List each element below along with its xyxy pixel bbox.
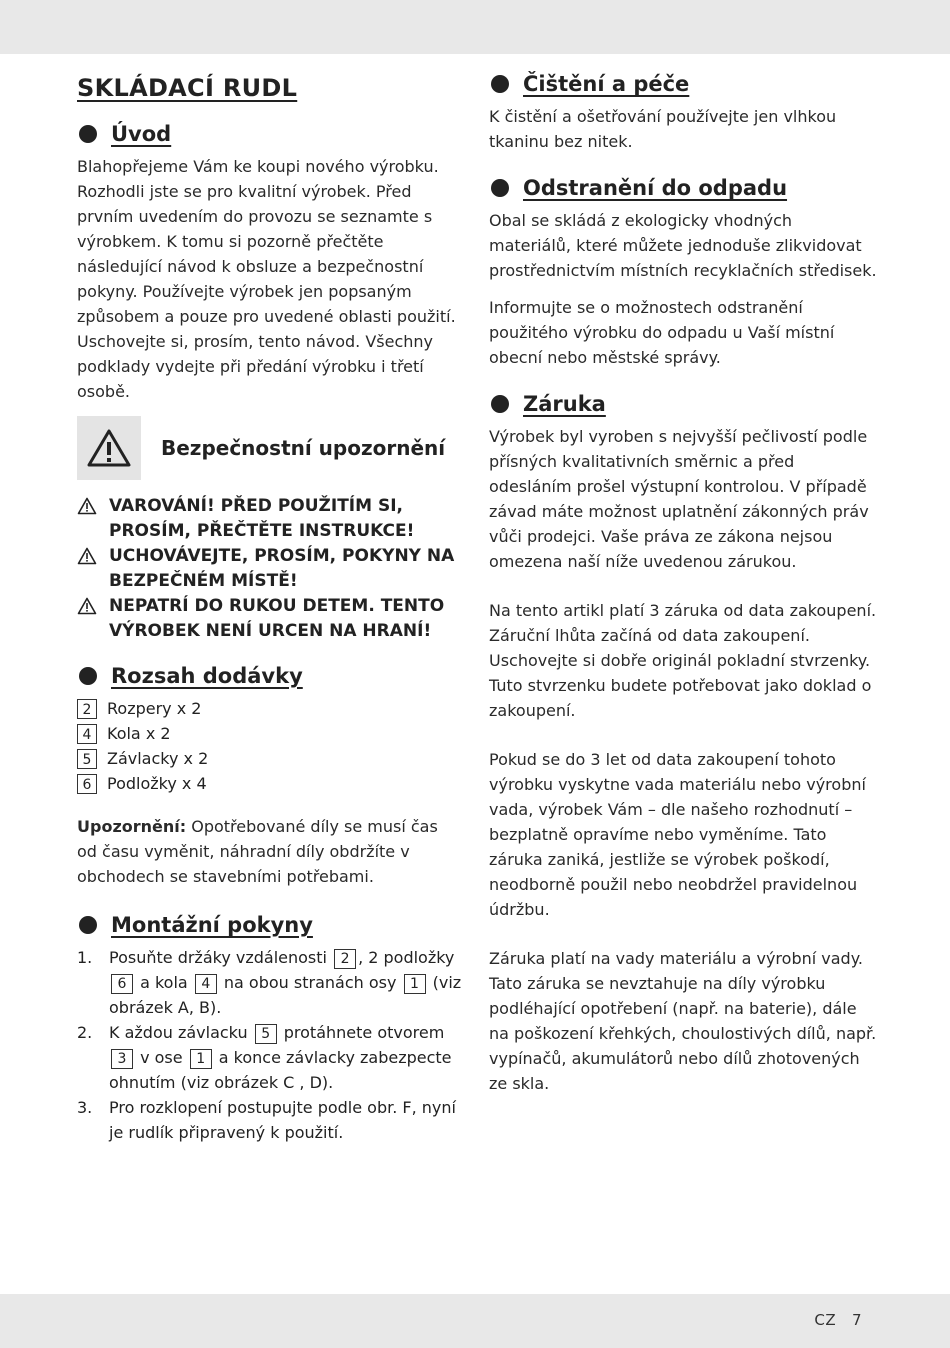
bullet-icon — [491, 179, 509, 197]
list-item: 2. K aždou závlacku 5 protáhnete otvorem 3 v ose 1 a konce závlacky zabezpecte ohnutím (viz obrázek C , D). — [77, 1023, 452, 1092]
page-title: SKLÁDACÍ RUDL — [77, 74, 298, 102]
bullet-icon — [79, 667, 97, 685]
list-item: 1. Posuňte držáky vzdálenosti 2 , 2 podložky 6 a kola 4 na obou stranách osy 1 (viz obrázek A, B). — [77, 948, 462, 1017]
part-number: 5 — [77, 749, 97, 769]
cleaning-text: K čistění a ošetřování používejte jen vlhkou tkaninu bez nitek. — [489, 107, 837, 151]
warning-icon — [77, 497, 99, 523]
section-heading-intro: Úvod — [77, 122, 462, 146]
bullet-icon — [79, 916, 97, 934]
list-item: 4 Kola x 2 — [77, 721, 462, 746]
footer-band — [0, 1294, 950, 1348]
part-number: 2 — [77, 699, 97, 719]
top-band — [0, 0, 950, 54]
bullet-icon — [491, 75, 509, 93]
warranty-text-3: Pokud se do 3 let od data zakoupení tohoto výrobku vyskytne vada materiálu nebo výrobní vada, výrobek Vám – dle našeho rozhodnutí – bezplatně opravíme nebo vyměníme. Tato záruka zaniká, jestliže se výrobek poškodí, neodborně použil nebo neobdržel pravidelnou údržbu. — [489, 750, 866, 919]
safety-heading: Bezpečnostní upozornění — [161, 436, 446, 460]
section-heading-delivery: Rozsah dodávky — [77, 664, 462, 688]
bullet-icon — [491, 395, 509, 413]
list-item: 3. Pro rozklopení postupujte podle obr. F, nyní je rudlík připravený k použití. — [77, 1098, 456, 1142]
left-column — [77, 60, 462, 1145]
right-column — [489, 72, 879, 1108]
warranty-text-2: Na tento artikl platí 3 záruka od data zakoupení. Záruční lhůta začíná od data zakoupení. Uschovejte si dobře originál pokladní stvrzenky. Tuto stvrzenku budete potřebovat jako doklad o zakoupení. — [489, 601, 877, 720]
disposal-text-1: Obal se skládá z ekologicky vhodných materiálů, které můžete jednoduše zlikvidovat prostřednictvím místních recyklačních středisek. — [489, 211, 877, 280]
warning-item: NEPATRÍ DO RUKOU DETEM. TENTO VÝROBEK NENÍ URCEN NA HRANÍ! — [77, 594, 462, 644]
page-number: CZ 7 — [814, 1311, 862, 1329]
warranty-text-4: Záruka platí na vady materiálu a výrobní vady. Tato záruka se nevztahuje na díly výrobku podléhající opotřebení (např. na baterie), dále na poškození křehkých, choulostivých dílů, např. vypínačů, akumulátorů nebo dílů zhotovených ze skla. — [489, 949, 877, 1093]
section-heading-warranty: Záruka — [489, 392, 879, 416]
warning-item: UCHOVÁVEJTE, PROSÍM, POKYNY NA BEZPEČNÉM MÍSTĚ! — [77, 544, 462, 594]
warning-item: VAROVÁNÍ! PŘED POUŽITÍM SI, PROSÍM, PŘEČTĚTE INSTRUKCE! — [77, 494, 462, 544]
bullet-icon — [79, 125, 97, 143]
warning-triangle-icon — [77, 416, 141, 480]
part-number: 4 — [195, 974, 217, 994]
assembly-steps — [77, 945, 462, 1145]
part-number: 1 — [190, 1049, 212, 1069]
delivery-note: Upozornění: Opotřebované díly se musí čas od času vyměnit, náhradní díly obdržíte v obchodech se stavebními potřebami. — [77, 817, 438, 886]
part-number: 2 — [334, 949, 356, 969]
intro-text: Blahopřejeme Vám ke koupi nového výrobku. Rozhodli jste se pro kvalitní výrobek. Před prvním uvedením do provozu se seznamte s výrobkem. K tomu si pozorně přečtěte následující návod k obsluze a bezpečnostní pokyny. Používejte výrobek jen popsaným způsobem a pouze pro uvedené oblasti použití. Uschovejte si, prosím, tento návod. Všechny podklady vydejte při předání výrobku i třetí osobě. — [77, 157, 456, 401]
section-heading-disposal: Odstranění do odpadu — [489, 176, 879, 200]
part-number: 3 — [111, 1049, 133, 1069]
part-number: 4 — [77, 724, 97, 744]
warning-icon — [77, 597, 99, 623]
safety-heading-block — [77, 416, 462, 480]
disposal-text-2: Informujte se o možnostech odstranění použitého výrobku do odpadu u Vaší místní obecní nebo městské správy. — [489, 298, 835, 367]
part-number: 5 — [255, 1024, 277, 1044]
delivery-list — [77, 696, 462, 796]
section-heading-cleaning: Čištění a péče — [489, 72, 879, 96]
part-number: 1 — [404, 974, 426, 994]
warranty-text-1: Výrobek byl vyroben s nejvyšší pečlivostí podle přísných kvalitativních směrnic a před odesláním prošel výstupní kontrolou. V případě závad máte možnost uplatnění zákonných práv vůči prodejci. Vaše práva ze zákona nejsou omezena naší níže uvedenou zárukou. — [489, 427, 869, 571]
part-number: 6 — [111, 974, 133, 994]
part-number: 6 — [77, 774, 97, 794]
list-item: 5 Závlacky x 2 — [77, 746, 462, 771]
list-item: 6 Podložky x 4 — [77, 771, 462, 796]
section-heading-assembly: Montážní pokyny — [77, 913, 462, 937]
list-item: 2 Rozpery x 2 — [77, 696, 462, 721]
warning-icon — [77, 547, 99, 573]
